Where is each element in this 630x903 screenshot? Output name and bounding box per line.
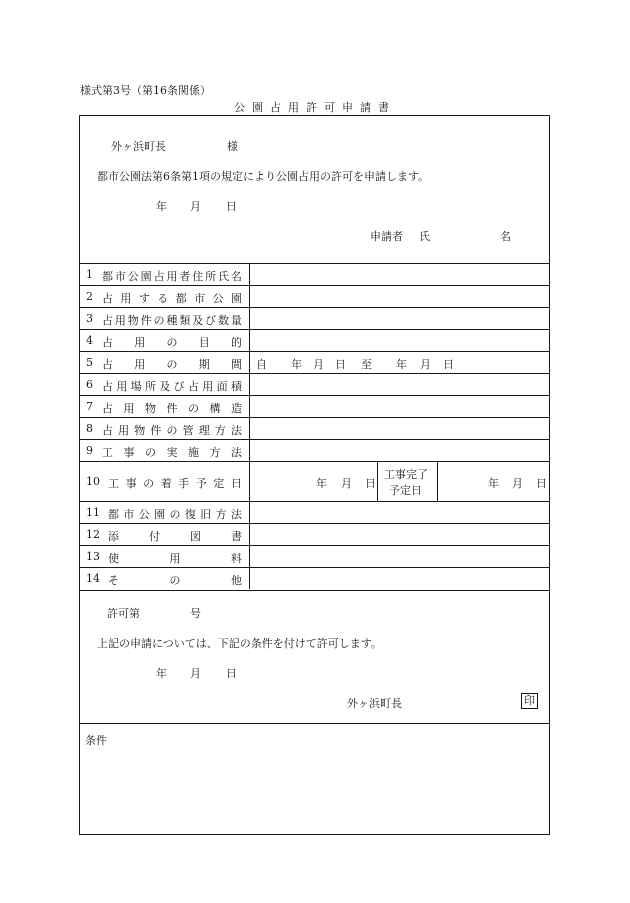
addressee: 外ヶ浜町長 <box>111 140 166 153</box>
label-glyph: 日 <box>230 477 242 490</box>
completion-label-line2: 予定日 <box>389 484 422 497</box>
label-glyph: の <box>166 424 178 437</box>
item-label <box>108 528 242 544</box>
label-glyph: 工 <box>108 477 119 490</box>
item-label <box>102 378 242 394</box>
label-glyph: 占 <box>102 424 113 437</box>
label-glyph: の <box>153 314 165 327</box>
label-glyph: 占 <box>153 270 165 283</box>
item-number: 10 <box>86 475 100 488</box>
item-number: 6 <box>86 378 93 391</box>
label-glyph: 件 <box>140 314 152 327</box>
item-value-cell <box>250 330 549 351</box>
label-glyph: 図 <box>190 530 201 543</box>
period-from-year: 年 <box>291 358 302 371</box>
label-glyph: び <box>205 314 217 327</box>
label-glyph: 的 <box>231 336 242 349</box>
item-value-cell <box>250 308 549 329</box>
label-glyph: 住 <box>192 270 204 283</box>
label-glyph: 公 <box>212 292 224 305</box>
item-row-5 <box>80 351 549 373</box>
item-value-cell <box>250 546 549 567</box>
label-glyph: 園 <box>140 270 152 283</box>
label-glyph: 旧 <box>200 508 212 521</box>
application-section <box>80 116 549 263</box>
label-glyph: そ <box>108 574 119 587</box>
label-glyph: 量 <box>230 314 242 327</box>
label-glyph: 用 <box>134 336 146 349</box>
label-glyph: 構 <box>209 402 221 415</box>
item-value-cell <box>250 264 549 285</box>
permit-number-suffix: 号 <box>190 607 201 620</box>
label-glyph: 造 <box>231 402 242 415</box>
item-value-cell <box>250 568 549 589</box>
label-glyph: 場 <box>130 380 142 393</box>
item-label <box>108 550 242 566</box>
item-number: 9 <box>86 444 93 457</box>
label-glyph: 件 <box>150 424 162 437</box>
item-row-14 <box>80 567 549 589</box>
label-glyph: 施 <box>188 446 199 459</box>
label-glyph: 法 <box>231 508 242 521</box>
label-glyph: 期 <box>198 358 210 371</box>
item-value-cell <box>250 440 549 461</box>
start-year: 年 <box>316 477 327 490</box>
label-glyph: 工 <box>102 446 113 459</box>
label-glyph: 物 <box>127 314 139 327</box>
start-day: 日 <box>365 477 376 490</box>
label-glyph: 占 <box>102 380 113 393</box>
application-date-day: 日 <box>226 200 237 213</box>
label-glyph: の <box>169 508 181 521</box>
label-glyph: 占 <box>102 402 113 415</box>
item-value-cell <box>250 462 549 501</box>
label-glyph: 方 <box>209 446 221 459</box>
item-row-8 <box>80 417 549 439</box>
label-glyph: の <box>143 477 155 490</box>
label-glyph: 手 <box>178 477 190 490</box>
label-glyph: 占 <box>187 380 199 393</box>
application-statement: 都市公園法第6条第1項の規定により公園占用の許可を申請します。 <box>97 170 430 183</box>
label-glyph: 添 <box>108 530 119 543</box>
period-to: 至 <box>361 358 372 371</box>
item-value-cell <box>250 418 549 439</box>
item-label <box>102 290 242 306</box>
permission-statement: 上記の申請については、下記の条件を付けて許可します。 <box>97 637 382 650</box>
issuer: 外ヶ浜町長 <box>347 697 402 710</box>
label-glyph: 類 <box>179 314 191 327</box>
label-glyph: の <box>169 574 181 587</box>
item-number: 14 <box>86 572 100 585</box>
label-glyph: 占 <box>102 314 113 327</box>
label-glyph: 名 <box>230 270 242 283</box>
item-value-cell <box>250 502 549 523</box>
label-glyph: 件 <box>166 402 178 415</box>
item-value-cell <box>250 286 549 307</box>
label-glyph: 園 <box>154 508 166 521</box>
item-label <box>102 268 242 284</box>
label-glyph: 料 <box>231 552 242 565</box>
label-glyph: 付 <box>149 530 160 543</box>
label-glyph: 用 <box>202 380 214 393</box>
item-label <box>108 475 242 491</box>
item-row-10 <box>80 461 549 501</box>
application-date-month: 月 <box>190 200 201 213</box>
item-row-3 <box>80 307 549 329</box>
label-glyph: 公 <box>127 270 139 283</box>
label-glyph: 所 <box>144 380 156 393</box>
item-row-13 <box>80 545 549 567</box>
label-glyph: 市 <box>194 292 206 305</box>
label-glyph: 用 <box>120 292 132 305</box>
label-glyph: 用 <box>166 270 178 283</box>
label-glyph: 氏 <box>218 270 230 283</box>
label-glyph: 園 <box>230 292 242 305</box>
label-glyph: 都 <box>175 292 187 305</box>
permission-date-year: 年 <box>156 667 167 680</box>
label-glyph: 実 <box>166 446 178 459</box>
item-number: 2 <box>86 290 93 303</box>
completion-day: 日 <box>536 477 547 490</box>
label-glyph: 面 <box>216 380 228 393</box>
item-number: 8 <box>86 422 93 435</box>
item-label <box>108 506 242 522</box>
item-row-6 <box>80 373 549 395</box>
item-label <box>102 422 242 438</box>
label-glyph: 方 <box>215 508 227 521</box>
applicant-name-label-1: 氏 <box>419 230 430 243</box>
item-value-cell <box>250 524 549 545</box>
period-from-day: 日 <box>335 358 346 371</box>
permission-section <box>80 590 549 724</box>
label-glyph: 用 <box>118 424 130 437</box>
label-glyph: 用 <box>123 402 135 415</box>
label-glyph: 予 <box>195 477 207 490</box>
item-number: 12 <box>86 528 100 541</box>
document-title: 公園占用許可申請書 <box>234 101 396 114</box>
label-glyph: 占 <box>102 358 113 371</box>
period-from-month: 月 <box>313 358 324 371</box>
item-row-11 <box>80 501 549 523</box>
label-glyph: 及 <box>192 314 204 327</box>
label-glyph: の <box>166 358 178 371</box>
item-number: 1 <box>86 268 93 281</box>
completion-month: 月 <box>512 477 523 490</box>
label-glyph: 物 <box>134 424 146 437</box>
item-label <box>102 356 242 372</box>
period-to-day: 日 <box>443 358 454 371</box>
application-date-year: 年 <box>156 200 167 213</box>
label-glyph: る <box>157 292 169 305</box>
label-glyph: 定 <box>213 477 225 490</box>
label-glyph: 用 <box>116 380 128 393</box>
form-number: 様式第3号（第16条関係） <box>80 84 211 97</box>
label-glyph: 者 <box>179 270 191 283</box>
item-row-4 <box>80 329 549 351</box>
seal-mark: 印 <box>521 693 538 709</box>
label-glyph: 用 <box>134 358 146 371</box>
period-from: 自 <box>256 358 267 371</box>
label-glyph: 市 <box>123 508 135 521</box>
label-glyph: 復 <box>184 508 196 521</box>
conditions-label: 条件 <box>85 734 107 747</box>
label-glyph: 管 <box>182 424 194 437</box>
item-value-cell <box>250 352 549 373</box>
conditions-section <box>80 723 549 835</box>
label-glyph: 間 <box>231 358 242 371</box>
item-number: 4 <box>86 334 93 347</box>
item-label <box>102 334 242 350</box>
addressee-honorific: 様 <box>227 140 238 153</box>
permission-date-month: 月 <box>190 667 201 680</box>
item-row-9 <box>80 439 549 461</box>
applicant-label: 申請者 <box>370 230 403 243</box>
item-row-7 <box>80 395 549 417</box>
label-glyph: 書 <box>231 530 242 543</box>
item-number: 13 <box>86 550 100 563</box>
label-glyph: 種 <box>166 314 178 327</box>
item-label <box>102 444 242 460</box>
label-glyph: 用 <box>114 314 126 327</box>
completion-divider-left <box>377 462 378 501</box>
item-number: 3 <box>86 312 93 325</box>
item-label <box>102 312 242 328</box>
item-number: 11 <box>86 506 100 519</box>
completion-year: 年 <box>488 477 499 490</box>
item-number: 7 <box>86 400 93 413</box>
label-glyph: 都 <box>108 508 119 521</box>
item-row-1 <box>80 263 549 285</box>
label-glyph: 積 <box>230 380 242 393</box>
permit-number-prefix: 許可第 <box>107 607 140 620</box>
item-number: 5 <box>86 356 93 369</box>
item-label <box>102 400 242 416</box>
label-glyph: 物 <box>145 402 156 415</box>
start-month: 月 <box>341 477 352 490</box>
label-glyph: 事 <box>125 477 137 490</box>
label-glyph: 使 <box>108 552 119 565</box>
label-glyph: 事 <box>123 446 135 459</box>
label-glyph: 及 <box>159 380 171 393</box>
label-glyph: 市 <box>114 270 126 283</box>
application-form <box>79 115 550 835</box>
label-glyph: 目 <box>198 336 210 349</box>
label-glyph: び <box>173 380 185 393</box>
label-glyph: 理 <box>198 424 210 437</box>
period-to-year: 年 <box>396 358 407 371</box>
permission-date-day: 日 <box>226 667 237 680</box>
label-glyph: 他 <box>231 574 242 587</box>
label-glyph: 所 <box>205 270 217 283</box>
label-glyph: 方 <box>214 424 226 437</box>
item-value-cell <box>250 374 549 395</box>
label-glyph: の <box>145 446 156 459</box>
label-glyph: 数 <box>218 314 230 327</box>
label-glyph: 法 <box>231 424 242 437</box>
item-row-12 <box>80 523 549 545</box>
completion-divider-right <box>437 462 438 501</box>
completion-label-line1: 工事完了 <box>384 468 428 481</box>
item-value-cell <box>250 396 549 417</box>
label-glyph: す <box>138 292 150 305</box>
label-glyph: の <box>188 402 199 415</box>
label-glyph: 用 <box>169 552 181 565</box>
item-label <box>108 572 242 588</box>
period-to-month: 月 <box>420 358 431 371</box>
label-glyph: 公 <box>138 508 150 521</box>
label-glyph: 占 <box>102 336 113 349</box>
label-glyph: 都 <box>102 270 113 283</box>
applicant-name-label-2: 名 <box>500 230 511 243</box>
label-glyph: 着 <box>160 477 172 490</box>
item-row-2 <box>80 285 549 307</box>
label-glyph: 法 <box>231 446 242 459</box>
label-glyph: 占 <box>102 292 113 305</box>
label-glyph: の <box>166 336 178 349</box>
